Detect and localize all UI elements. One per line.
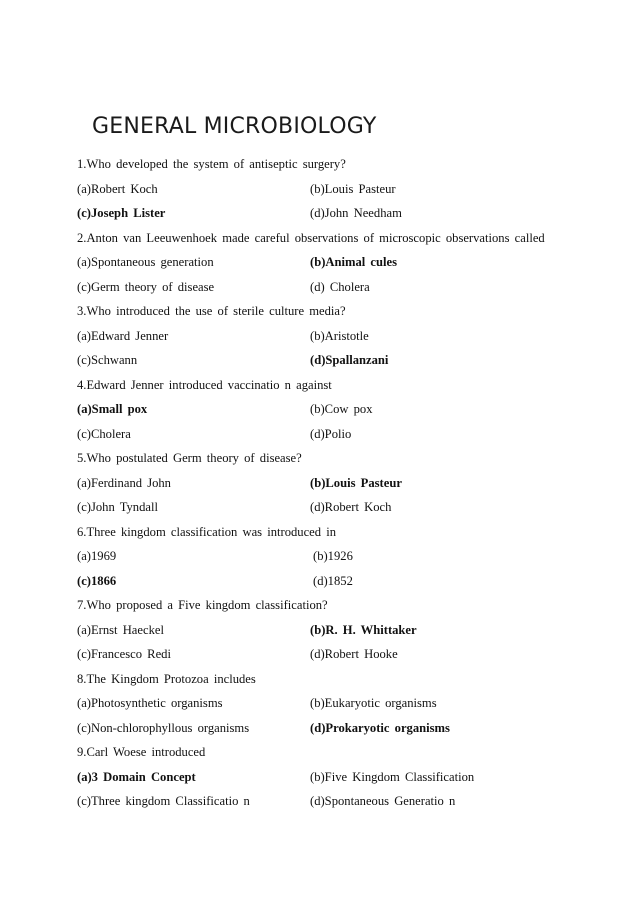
question-text: 1.Who developed the system of antiseptic surgery?: [77, 157, 346, 171]
option-c: (c)Non-chlorophyllous organisms: [77, 720, 250, 735]
option-c: (c)Joseph Lister: [77, 206, 166, 220]
question-text: 6.Three kingdom classification was introduced in: [77, 524, 337, 539]
option-a: (a)3 Domain Concept: [77, 769, 196, 784]
option-row: [77, 765, 617, 790]
question-text: 4.Edward Jenner introduced vaccinatio n against: [77, 377, 332, 392]
option-row: [77, 201, 617, 226]
option-row: [77, 324, 617, 349]
option-c: (c)Germ theory of disease: [77, 279, 215, 294]
option-c: (c)Cholera: [77, 426, 131, 441]
option-d: (d)John Needham: [310, 206, 402, 220]
page-title: GENERAL MICROBIOLOGY: [92, 114, 377, 139]
question-text: 2.Anton van Leeuwenhoek made careful observations of microscopic observations called: [77, 230, 545, 245]
option-row: [77, 544, 617, 569]
option-d: (d)Polio: [310, 426, 352, 441]
option-d: (d)Spallanzani: [310, 353, 389, 367]
option-a: (a)Spontaneous generation: [77, 255, 214, 269]
option-a: (a)Ferdinand John: [77, 475, 171, 490]
option-a: (a)Photosynthetic organisms: [77, 696, 223, 710]
option-d: (d)Prokaryotic organisms: [310, 720, 450, 735]
option-b: (b)Animal cules: [310, 255, 398, 269]
question-text: 3.Who introduced the use of sterile culture media?: [77, 304, 346, 318]
question-list: [77, 152, 617, 814]
option-c: (c)1866: [77, 573, 117, 588]
option-row: [77, 618, 617, 643]
option-d: (d)Spontaneous Generatio n: [310, 794, 456, 808]
question-text: 9.Carl Woese introduced: [77, 745, 206, 759]
option-c: (c)Schwann: [77, 353, 138, 367]
option-b: (b)R. H. Whittaker: [310, 622, 417, 637]
option-row: [77, 275, 617, 300]
option-row: [77, 177, 617, 202]
option-row: [77, 495, 617, 520]
option-b: (b)Five Kingdom Classification: [310, 769, 475, 784]
option-row: [77, 250, 617, 275]
option-a: (a)Robert Koch: [77, 181, 158, 196]
option-row: [77, 716, 617, 741]
question-text: 8.The Kingdom Protozoa includes: [77, 671, 256, 686]
option-a: (a)Small pox: [77, 402, 148, 416]
option-b: (b)Aristotle: [310, 328, 369, 343]
option-d: (d)Robert Koch: [310, 500, 392, 514]
option-row: [77, 397, 617, 422]
option-row: [77, 691, 617, 716]
option-c: (c)Francesco Redi: [77, 647, 171, 661]
question-text: 5.Who postulated Germ theory of disease?: [77, 451, 302, 465]
option-c: (c)John Tyndall: [77, 500, 158, 514]
option-d: (d) Cholera: [310, 279, 370, 294]
option-a: (a)Ernst Haeckel: [77, 622, 164, 637]
option-d: (d)1852: [313, 573, 353, 588]
option-b: (b)Louis Pasteur: [310, 475, 402, 490]
option-row: [77, 789, 617, 814]
option-row: [77, 422, 617, 447]
option-row: [77, 471, 617, 496]
option-d: (d)Robert Hooke: [310, 647, 398, 661]
option-b: (b)Eukaryotic organisms: [310, 696, 437, 710]
option-a: (a)1969: [77, 549, 117, 563]
option-a: (a)Edward Jenner: [77, 328, 169, 343]
option-b: (b)Cow pox: [310, 402, 373, 416]
option-b: (b)1926: [313, 549, 353, 563]
question-text: 7.Who proposed a Five kingdom classification?: [77, 598, 328, 612]
option-row: [77, 569, 617, 594]
option-b: (b)Louis Pasteur: [310, 181, 396, 196]
option-row: [77, 642, 617, 667]
option-row: [77, 348, 617, 373]
option-c: (c)Three kingdom Classificatio n: [77, 794, 250, 808]
